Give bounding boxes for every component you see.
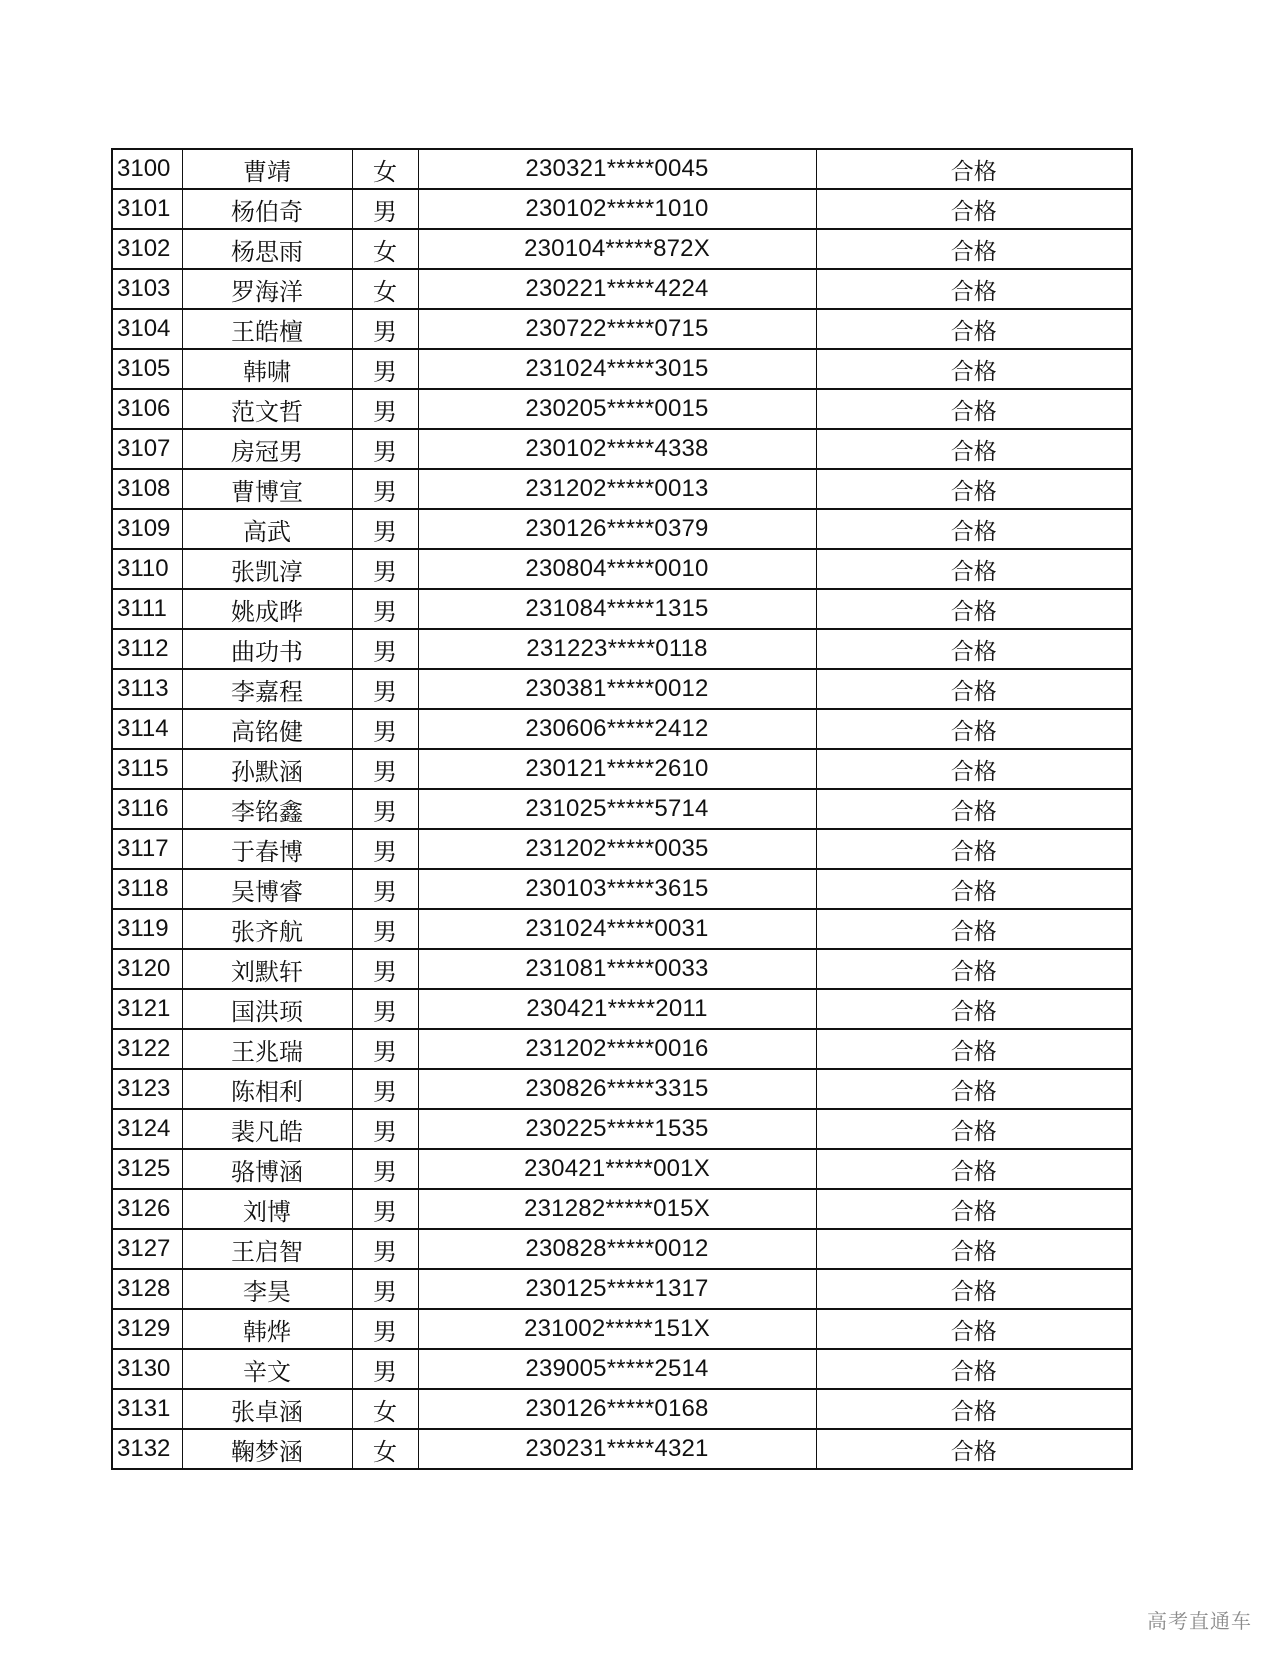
candidate-gender: 男	[352, 949, 418, 989]
table-row	[112, 269, 1132, 309]
row-number: 3105	[112, 349, 182, 389]
row-number: 3131	[112, 1389, 182, 1429]
candidate-gender: 男	[352, 429, 418, 469]
result-status: 合格	[816, 1389, 1132, 1429]
row-number: 3124	[112, 1109, 182, 1149]
table-row	[112, 1229, 1132, 1269]
id-number: 230225*****1535	[418, 1109, 816, 1149]
candidate-gender: 男	[352, 989, 418, 1029]
row-number: 3129	[112, 1309, 182, 1349]
row-number: 3100	[112, 149, 182, 189]
result-status: 合格	[816, 1029, 1132, 1069]
candidate-name: 李嘉程	[182, 669, 352, 709]
candidate-gender: 男	[352, 349, 418, 389]
result-status: 合格	[816, 869, 1132, 909]
result-status: 合格	[816, 709, 1132, 749]
candidate-name: 李铭鑫	[182, 789, 352, 829]
id-number: 230126*****0379	[418, 509, 816, 549]
row-number: 3106	[112, 389, 182, 429]
id-number: 230104*****872X	[418, 229, 816, 269]
candidate-name: 杨思雨	[182, 229, 352, 269]
candidate-name: 李昊	[182, 1269, 352, 1309]
table-row	[112, 149, 1132, 189]
table-row	[112, 509, 1132, 549]
candidate-gender: 男	[352, 549, 418, 589]
table-row	[112, 1309, 1132, 1349]
candidate-name: 于春博	[182, 829, 352, 869]
id-number: 230828*****0012	[418, 1229, 816, 1269]
candidate-gender: 女	[352, 269, 418, 309]
candidate-gender: 男	[352, 669, 418, 709]
row-number: 3128	[112, 1269, 182, 1309]
table-row	[112, 549, 1132, 589]
row-number: 3101	[112, 189, 182, 229]
candidate-gender: 女	[352, 229, 418, 269]
row-number: 3123	[112, 1069, 182, 1109]
candidate-name: 姚成晔	[182, 589, 352, 629]
table-row	[112, 789, 1132, 829]
result-status: 合格	[816, 269, 1132, 309]
row-number: 3107	[112, 429, 182, 469]
row-number: 3126	[112, 1189, 182, 1229]
candidate-gender: 男	[352, 1029, 418, 1069]
result-status: 合格	[816, 1069, 1132, 1109]
id-number: 230231*****4321	[418, 1429, 816, 1469]
result-status: 合格	[816, 749, 1132, 789]
table-row	[112, 189, 1132, 229]
id-number: 231202*****0016	[418, 1029, 816, 1069]
row-number: 3115	[112, 749, 182, 789]
candidate-name: 高铭健	[182, 709, 352, 749]
result-status: 合格	[816, 829, 1132, 869]
result-status: 合格	[816, 789, 1132, 829]
row-number: 3114	[112, 709, 182, 749]
result-status: 合格	[816, 949, 1132, 989]
watermark-text: 高考直通车	[1147, 1609, 1252, 1633]
candidate-name: 王兆瑞	[182, 1029, 352, 1069]
candidate-gender: 女	[352, 1429, 418, 1469]
table-row	[112, 389, 1132, 429]
row-number: 3108	[112, 469, 182, 509]
candidate-name: 王启智	[182, 1229, 352, 1269]
result-status: 合格	[816, 389, 1132, 429]
id-number: 230103*****3615	[418, 869, 816, 909]
id-number: 231025*****5714	[418, 789, 816, 829]
candidate-name: 吴博睿	[182, 869, 352, 909]
row-number: 3104	[112, 309, 182, 349]
candidate-name: 刘默轩	[182, 949, 352, 989]
row-number: 3118	[112, 869, 182, 909]
id-number: 230722*****0715	[418, 309, 816, 349]
table-row	[112, 229, 1132, 269]
result-status: 合格	[816, 549, 1132, 589]
table-row	[112, 1349, 1132, 1389]
row-number: 3116	[112, 789, 182, 829]
row-number: 3119	[112, 909, 182, 949]
id-number: 230121*****2610	[418, 749, 816, 789]
roster-body	[112, 149, 1132, 1469]
id-number: 230421*****2011	[418, 989, 816, 1029]
candidate-name: 王皓檀	[182, 309, 352, 349]
candidate-name: 裴凡皓	[182, 1109, 352, 1149]
candidate-gender: 男	[352, 909, 418, 949]
id-number: 230804*****0010	[418, 549, 816, 589]
candidate-name: 张齐航	[182, 909, 352, 949]
table-row	[112, 1189, 1132, 1229]
candidate-name: 陈相利	[182, 1069, 352, 1109]
row-number: 3117	[112, 829, 182, 869]
candidate-gender: 男	[352, 589, 418, 629]
candidate-name: 骆博涵	[182, 1149, 352, 1189]
table-row	[112, 1109, 1132, 1149]
result-status: 合格	[816, 669, 1132, 709]
candidate-name: 张卓涵	[182, 1389, 352, 1429]
candidate-name: 杨伯奇	[182, 189, 352, 229]
roster-table	[111, 148, 1133, 1470]
candidate-name: 孙默涵	[182, 749, 352, 789]
result-status: 合格	[816, 349, 1132, 389]
result-status: 合格	[816, 229, 1132, 269]
table-row	[112, 349, 1132, 389]
row-number: 3113	[112, 669, 182, 709]
table-row	[112, 669, 1132, 709]
row-number: 3103	[112, 269, 182, 309]
candidate-name: 曲功书	[182, 629, 352, 669]
candidate-name: 高武	[182, 509, 352, 549]
row-number: 3127	[112, 1229, 182, 1269]
result-status: 合格	[816, 1429, 1132, 1469]
table-row	[112, 829, 1132, 869]
result-status: 合格	[816, 1349, 1132, 1389]
table-row	[112, 989, 1132, 1029]
row-number: 3112	[112, 629, 182, 669]
id-number: 231002*****151X	[418, 1309, 816, 1349]
result-status: 合格	[816, 1189, 1132, 1229]
candidate-name: 张凯淳	[182, 549, 352, 589]
id-number: 230826*****3315	[418, 1069, 816, 1109]
id-number: 231282*****015X	[418, 1189, 816, 1229]
candidate-gender: 男	[352, 1229, 418, 1269]
table-row	[112, 869, 1132, 909]
candidate-gender: 男	[352, 869, 418, 909]
id-number: 231223*****0118	[418, 629, 816, 669]
row-number: 3120	[112, 949, 182, 989]
candidate-name: 刘博	[182, 1189, 352, 1229]
row-number: 3111	[112, 589, 182, 629]
table-row	[112, 309, 1132, 349]
result-status: 合格	[816, 429, 1132, 469]
id-number: 230381*****0012	[418, 669, 816, 709]
id-number: 230421*****001X	[418, 1149, 816, 1189]
table-row	[112, 1069, 1132, 1109]
candidate-name: 曹靖	[182, 149, 352, 189]
result-status: 合格	[816, 309, 1132, 349]
table-row	[112, 1269, 1132, 1309]
candidate-name: 房冠男	[182, 429, 352, 469]
table-row	[112, 949, 1132, 989]
candidate-name: 辛文	[182, 1349, 352, 1389]
candidate-gender: 男	[352, 1149, 418, 1189]
id-number: 231202*****0035	[418, 829, 816, 869]
candidate-name: 鞠梦涵	[182, 1429, 352, 1469]
id-number: 230125*****1317	[418, 1269, 816, 1309]
row-number: 3122	[112, 1029, 182, 1069]
result-status: 合格	[816, 1229, 1132, 1269]
result-status: 合格	[816, 1109, 1132, 1149]
result-status: 合格	[816, 989, 1132, 1029]
candidate-name: 曹博宣	[182, 469, 352, 509]
result-status: 合格	[816, 589, 1132, 629]
table-row	[112, 909, 1132, 949]
candidate-gender: 男	[352, 709, 418, 749]
result-status: 合格	[816, 509, 1132, 549]
id-number: 230205*****0015	[418, 389, 816, 429]
candidate-gender: 男	[352, 389, 418, 429]
candidate-gender: 男	[352, 1269, 418, 1309]
table-row	[112, 469, 1132, 509]
id-number: 230102*****4338	[418, 429, 816, 469]
candidate-gender: 男	[352, 1069, 418, 1109]
candidate-gender: 男	[352, 829, 418, 869]
candidate-name: 范文哲	[182, 389, 352, 429]
table-row	[112, 1029, 1132, 1069]
id-number: 231024*****3015	[418, 349, 816, 389]
candidate-gender: 男	[352, 1109, 418, 1149]
id-number: 231024*****0031	[418, 909, 816, 949]
result-status: 合格	[816, 629, 1132, 669]
table-row	[112, 1429, 1132, 1469]
result-status: 合格	[816, 469, 1132, 509]
candidate-gender: 男	[352, 1349, 418, 1389]
candidate-name: 韩烨	[182, 1309, 352, 1349]
candidate-gender: 女	[352, 1389, 418, 1429]
id-number: 231084*****1315	[418, 589, 816, 629]
result-status: 合格	[816, 189, 1132, 229]
candidate-gender: 男	[352, 189, 418, 229]
candidate-gender: 男	[352, 309, 418, 349]
id-number: 230321*****0045	[418, 149, 816, 189]
candidate-gender: 男	[352, 789, 418, 829]
row-number: 3132	[112, 1429, 182, 1469]
candidate-gender: 男	[352, 749, 418, 789]
candidate-gender: 男	[352, 1189, 418, 1229]
candidate-gender: 女	[352, 149, 418, 189]
result-status: 合格	[816, 149, 1132, 189]
result-status: 合格	[816, 1149, 1132, 1189]
id-number: 231202*****0013	[418, 469, 816, 509]
candidate-gender: 男	[352, 509, 418, 549]
table-row	[112, 709, 1132, 749]
row-number: 3121	[112, 989, 182, 1029]
result-status: 合格	[816, 909, 1132, 949]
candidate-gender: 男	[352, 469, 418, 509]
table-row	[112, 629, 1132, 669]
result-status: 合格	[816, 1269, 1132, 1309]
id-number: 230606*****2412	[418, 709, 816, 749]
id-number: 239005*****2514	[418, 1349, 816, 1389]
id-number: 230126*****0168	[418, 1389, 816, 1429]
table-row	[112, 589, 1132, 629]
row-number: 3110	[112, 549, 182, 589]
table-row	[112, 1389, 1132, 1429]
row-number: 3125	[112, 1149, 182, 1189]
candidate-gender: 男	[352, 629, 418, 669]
row-number: 3109	[112, 509, 182, 549]
result-status: 合格	[816, 1309, 1132, 1349]
candidate-gender: 男	[352, 1309, 418, 1349]
row-number: 3130	[112, 1349, 182, 1389]
candidate-name: 罗海洋	[182, 269, 352, 309]
table-row	[112, 429, 1132, 469]
id-number: 231081*****0033	[418, 949, 816, 989]
row-number: 3102	[112, 229, 182, 269]
candidate-name: 韩啸	[182, 349, 352, 389]
id-number: 230221*****4224	[418, 269, 816, 309]
table-row	[112, 1149, 1132, 1189]
id-number: 230102*****1010	[418, 189, 816, 229]
table-row	[112, 749, 1132, 789]
candidate-name: 国洪顼	[182, 989, 352, 1029]
